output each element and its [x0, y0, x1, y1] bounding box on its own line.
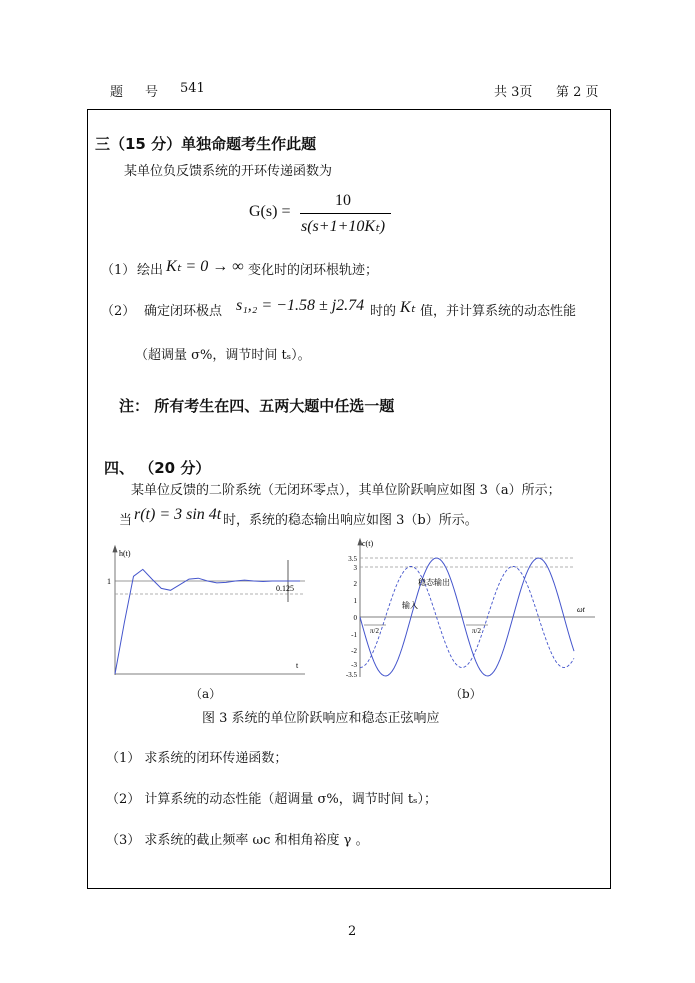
figure-b-xlabel: ωt — [577, 605, 585, 614]
figure-a-annotation: 0.125 — [276, 584, 294, 593]
figure-b-label: （b） — [450, 687, 482, 701]
header-ti: 题 — [110, 85, 124, 100]
q3-2-kt: Kₜ — [400, 299, 416, 316]
section4-line1: 某单位反馈的二阶系统（无闭环零点），其单位阶跃响应如图 3（a）所示； — [131, 483, 561, 498]
figure-b-ytick-m2: -2 — [351, 647, 357, 655]
figure-b-ytick-1: 1 — [353, 597, 357, 605]
figure-a-xlabel: t — [296, 661, 299, 670]
q4-1: （1） 求系统的闭环传递函数； — [106, 751, 288, 766]
figure-b-ytick-m3: -3 — [351, 661, 357, 669]
figure-b-ytick-0: 0 — [353, 614, 357, 622]
eq-denominator: s(s+1+10Kₜ) — [301, 218, 386, 235]
q3-2-text-b: 时的 — [370, 304, 397, 319]
section3-title: 三（15 分）单独命题考生作此题 — [95, 135, 317, 153]
q3-1-math: Kₜ = 0 → ∞ — [166, 258, 244, 275]
figure-b-ytick-3: 3 — [353, 564, 357, 572]
header-number: 541 — [180, 81, 205, 96]
section4-line2-math: r(t) = 3 sin 4t — [134, 506, 222, 523]
header-pages: 共 3页 — [494, 85, 533, 100]
figure-b-ytick-3.5: 3.5 — [348, 555, 357, 563]
figure-a-label: （a） — [190, 687, 222, 701]
fraction-bar — [300, 213, 391, 214]
figure-a-ylabel: h(t) — [119, 549, 131, 558]
q3-2-text-a: 确定闭环极点 — [144, 304, 223, 319]
q4-2: （2） 计算系统的动态性能（超调量 σ%，调节时间 tₛ）； — [106, 792, 437, 807]
q3-2-line2: （超调量 σ%，调节时间 tₛ）。 — [135, 348, 311, 363]
figure-b-label-output: 稳态输出 — [418, 578, 450, 587]
figure-b-sine-response — [340, 537, 600, 682]
figure-b-ytick-m3.5: -3.5 — [345, 671, 357, 679]
section3-intro: 某单位负反馈系统的开环传递函数为 — [124, 164, 333, 179]
figure-a-ytick-1: 1 — [107, 577, 111, 586]
figure-caption: 图 3 系统的单位阶跃响应和稳态正弦响应 — [202, 711, 440, 726]
header-page: 第 2 页 — [556, 85, 599, 100]
figure-b-ytick-2: 2 — [353, 580, 357, 588]
header-hao: 号 — [145, 85, 159, 100]
figure-a-y-arrow — [113, 546, 117, 552]
figure-b-phase-label-2: π/2 — [472, 627, 481, 635]
figure-b-phase-label-1: π/2 — [370, 627, 379, 635]
q3-1-text-b: 变化时的闭环根轨迹； — [248, 263, 379, 278]
q3-1-text-a: 绘出 — [137, 263, 164, 278]
section4-title: 四、 （20 分） — [104, 459, 211, 477]
figure-a-response-curve — [115, 569, 300, 674]
figure-b-ytick-m1: -1 — [351, 631, 357, 639]
figure-b-ylabel: c(t) — [362, 539, 374, 548]
q3-2-math: s₁,₂ = −1.58 ± j2.74 — [236, 297, 365, 314]
eq-numerator: 10 — [335, 192, 351, 209]
q3-1-number: （1） — [101, 263, 136, 278]
page-number: 2 — [348, 924, 357, 939]
section4-line2-b: 时，系统的稳态输出响应如图 3（b）所示。 — [223, 513, 478, 528]
note: 注： 所有考生在四、五两大题中任选一题 — [119, 397, 395, 415]
q3-2-text-c: 值，并计算系统的动态性能 — [420, 304, 577, 319]
q3-2-number: （2） — [101, 304, 136, 319]
q4-3: （3） 求系统的截止频率 ωc 和相角裕度 γ 。 — [106, 833, 369, 848]
figure-a-step-response — [100, 540, 310, 680]
figure-b-label-input: 输入 — [402, 601, 418, 610]
section4-line2-a: 当 — [119, 513, 133, 528]
eq-lhs: G(s) = — [249, 203, 291, 220]
